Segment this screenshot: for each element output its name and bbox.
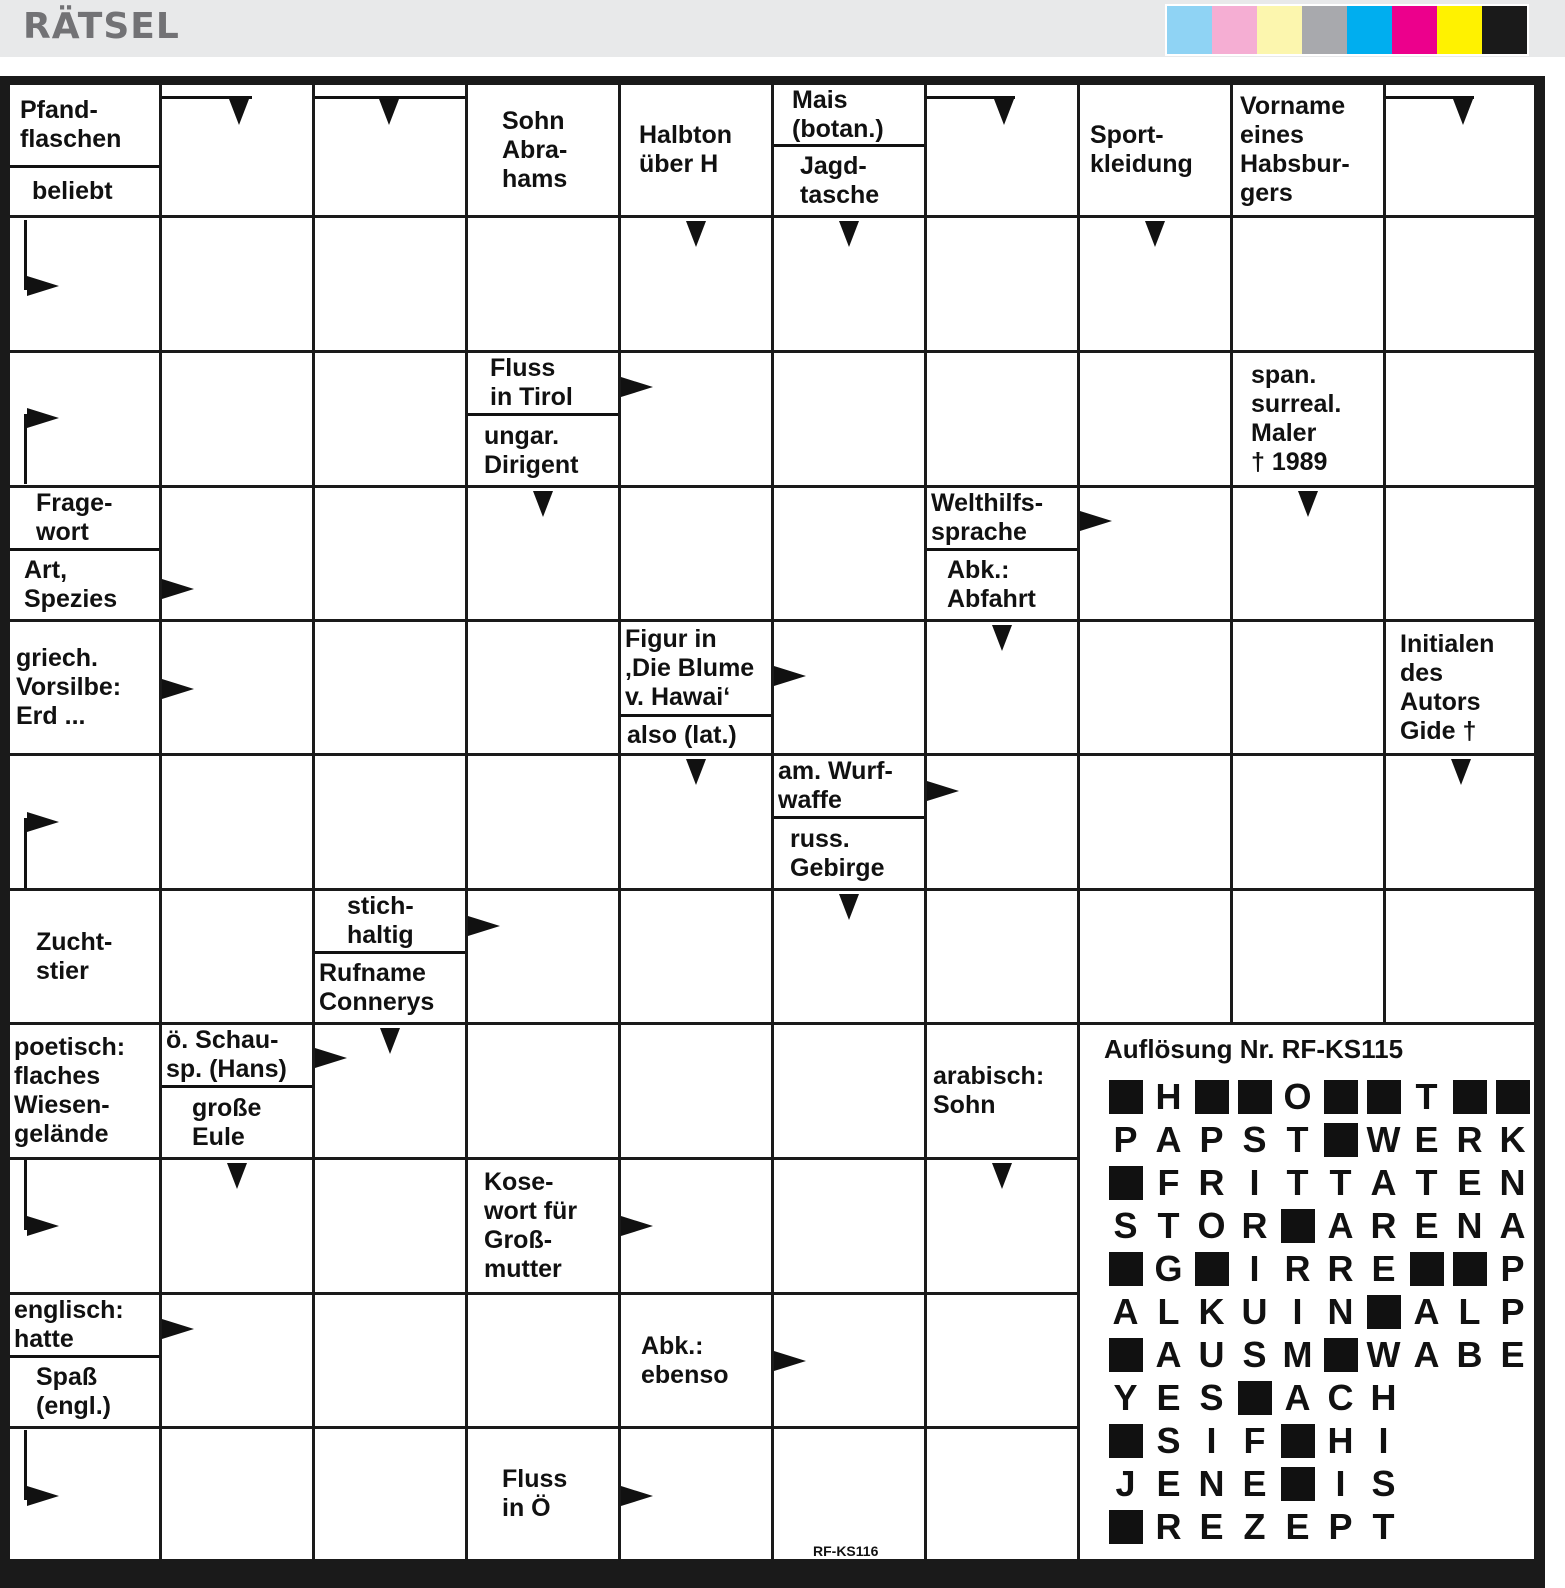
clue-text: stich- haltig xyxy=(347,892,414,949)
clue-text: Abk.: ebenso xyxy=(641,1331,729,1389)
solution-letter: R xyxy=(1155,1506,1182,1547)
clue-span-maler xyxy=(1233,353,1383,485)
grid-cell[interactable] xyxy=(468,756,618,888)
clue-text: Welthilfs- sprache xyxy=(931,489,1044,546)
clue-text: am. Wurf- waffe xyxy=(778,757,893,814)
solution-letter: E xyxy=(1414,1205,1439,1246)
solution-letter: P xyxy=(1113,1119,1138,1160)
clue-text: Sohn Abra- hams xyxy=(502,106,568,193)
solution-black-square xyxy=(1319,1077,1362,1117)
grid-cell[interactable] xyxy=(1233,891,1383,1022)
clue-text: Frage- wort xyxy=(36,489,113,546)
clue-stichhaltig xyxy=(315,891,465,951)
arrow-right-icon xyxy=(162,1319,194,1339)
solution-row xyxy=(1104,1292,1534,1332)
clue-beliebt xyxy=(10,168,159,215)
solution-letter: N xyxy=(1327,1291,1354,1332)
solution-row xyxy=(1104,1120,1534,1160)
solution-letter: F xyxy=(1243,1420,1266,1461)
solution-black-square xyxy=(1233,1378,1276,1418)
solution-letter: T xyxy=(1372,1506,1395,1547)
grid-cell[interactable] xyxy=(315,756,465,888)
grid-cell[interactable] xyxy=(927,1429,1077,1559)
solution-letter: A xyxy=(1499,1205,1526,1246)
solution-letter: N xyxy=(1456,1205,1483,1246)
arrow-right-icon xyxy=(468,916,500,936)
solution-letter: L xyxy=(1458,1291,1481,1332)
grid-cell[interactable] xyxy=(468,891,618,1022)
solution-letter: Y xyxy=(1113,1377,1138,1418)
grid-cell[interactable] xyxy=(315,1160,465,1292)
clue-text: Mais (botan.) xyxy=(792,85,884,143)
grid-cell[interactable] xyxy=(927,756,1077,888)
solution-letter: R xyxy=(1241,1205,1268,1246)
solution-letter: E xyxy=(1156,1377,1181,1418)
arrow-right-icon xyxy=(927,781,959,801)
arrow-right-icon xyxy=(621,377,653,397)
solution-black-square xyxy=(1104,1421,1147,1461)
solution-letter: A xyxy=(1413,1334,1440,1375)
clue-text: Initialen des Autors Gide † xyxy=(1400,629,1495,745)
clue-griech-vorsilbe xyxy=(10,622,159,753)
grid-cell[interactable] xyxy=(1080,891,1230,1022)
solution-letter: A xyxy=(1155,1119,1182,1160)
arrow-down-icon xyxy=(992,625,1012,651)
grid-cell[interactable] xyxy=(774,1025,924,1157)
solution-letter: S xyxy=(1156,1420,1181,1461)
arrow-right-icon xyxy=(774,666,806,686)
clue-fluss-tirol xyxy=(468,353,618,413)
solution-letter: E xyxy=(1242,1463,1267,1504)
clue-figur-blume xyxy=(621,622,771,714)
solution-letter: I xyxy=(1335,1463,1346,1504)
grid-cell[interactable] xyxy=(315,1429,465,1559)
arrow-down-icon xyxy=(994,99,1014,125)
clue-also-lat xyxy=(621,717,771,753)
arrow-down-icon xyxy=(379,99,399,125)
solution-letter: R xyxy=(1456,1119,1483,1160)
clue-text: ungar. Dirigent xyxy=(484,421,579,479)
clue-fluss-oe xyxy=(468,1429,618,1559)
grid-cell[interactable] xyxy=(774,1429,924,1559)
solution-black-square xyxy=(1104,1163,1147,1203)
solution-letter: A xyxy=(1413,1291,1440,1332)
solution-black-square xyxy=(1190,1077,1233,1117)
grid-cell[interactable] xyxy=(315,622,465,753)
grid-cell[interactable] xyxy=(468,622,618,753)
grid-cell[interactable] xyxy=(927,1295,1077,1426)
arrow-right-icon xyxy=(27,1486,59,1506)
solution-black-square xyxy=(1104,1249,1147,1289)
clue-text: Fluss in Ö xyxy=(502,1465,568,1522)
grid-cell[interactable] xyxy=(774,1160,924,1292)
clue-am-wurfwaffe xyxy=(774,756,924,816)
clue-spass-engl xyxy=(10,1358,159,1426)
clue-oe-schausp xyxy=(162,1025,312,1085)
solution-letter: U xyxy=(1241,1291,1268,1332)
grid-cell[interactable] xyxy=(621,488,771,619)
grid-cell[interactable] xyxy=(1233,622,1383,753)
grid-cell[interactable] xyxy=(162,218,312,350)
clue-text: Kose- wort für Groß- mutter xyxy=(484,1168,578,1283)
solution-letter: A xyxy=(1284,1377,1311,1418)
clue-text: russ. Gebirge xyxy=(790,824,885,882)
clue-abk-ebenso xyxy=(621,1295,771,1426)
clue-text: Abk.: Abfahrt xyxy=(947,556,1036,613)
clue-jagdtasche xyxy=(774,147,924,215)
solution-black-square xyxy=(1491,1077,1534,1117)
grid-cell[interactable] xyxy=(774,353,924,485)
grid-cell[interactable] xyxy=(774,488,924,619)
clue-text: Sport- kleidung xyxy=(1090,121,1193,178)
solution-letter: E xyxy=(1414,1119,1439,1160)
arrow-down-icon xyxy=(1145,221,1165,247)
solution-row xyxy=(1104,1163,1534,1203)
solution-row xyxy=(1104,1421,1405,1461)
solution-row xyxy=(1104,1464,1405,1504)
solution-black-square xyxy=(1104,1507,1147,1547)
arrow-down-icon xyxy=(533,491,553,517)
grid-cell[interactable] xyxy=(927,218,1077,350)
arrow-right-icon xyxy=(27,276,59,296)
grid-cell[interactable] xyxy=(1386,891,1534,1022)
clue-text: Pfand- flaschen xyxy=(20,96,122,153)
clue-pfandflaschen xyxy=(10,85,159,165)
clue-arabisch-sohn xyxy=(927,1025,1077,1157)
clue-grosse-eule xyxy=(162,1088,312,1157)
clue-text: beliebt xyxy=(32,177,113,205)
arrow-right-icon xyxy=(621,1486,653,1506)
arrow-down-icon xyxy=(1451,759,1471,785)
solution-black-square xyxy=(1276,1464,1319,1504)
arrow-down-icon xyxy=(1453,99,1473,125)
solution-letter: R xyxy=(1327,1248,1354,1289)
solution-letter: A xyxy=(1370,1162,1397,1203)
arrow-down-icon xyxy=(227,1163,247,1189)
arrow-down-icon xyxy=(839,894,859,920)
arrow-right-icon xyxy=(162,579,194,599)
solution-letter: N xyxy=(1499,1162,1526,1203)
solution-letter: S xyxy=(1242,1334,1267,1375)
solution-letter: T xyxy=(1286,1162,1309,1203)
clue-text: Rufname Connerys xyxy=(319,959,435,1016)
solution-row xyxy=(1104,1077,1534,1117)
solution-letter: E xyxy=(1199,1506,1224,1547)
puzzle-code: RF-KS116 xyxy=(813,1543,879,1559)
solution-letter: P xyxy=(1500,1291,1525,1332)
clue-text: englisch: hatte xyxy=(14,1296,124,1353)
grid-cell[interactable] xyxy=(1080,756,1230,888)
solution-black-square xyxy=(1319,1335,1362,1375)
solution-black-square xyxy=(1276,1421,1319,1461)
solution-letter: I xyxy=(1249,1248,1260,1289)
grid-cell[interactable] xyxy=(621,353,771,485)
page-title: RÄTSEL xyxy=(23,6,180,47)
clue-vorname xyxy=(1233,85,1383,215)
grid-cell[interactable] xyxy=(1233,756,1383,888)
clue-text: Fluss in Tirol xyxy=(490,354,573,411)
solution-letter: T xyxy=(1157,1205,1180,1246)
solution-letter: A xyxy=(1112,1291,1139,1332)
solution-letter: I xyxy=(1206,1420,1217,1461)
solution-letter: H xyxy=(1327,1420,1354,1461)
solution-row xyxy=(1104,1249,1534,1289)
solution-letter: T xyxy=(1329,1162,1352,1203)
grid-cell[interactable] xyxy=(927,891,1077,1022)
clue-text: arabisch: Sohn xyxy=(933,1062,1045,1119)
clue-text: Vorname eines Habsbur- gers xyxy=(1240,92,1350,207)
solution-black-square xyxy=(1319,1120,1362,1160)
arrow-right-icon xyxy=(315,1048,347,1068)
grid-cell[interactable] xyxy=(1386,218,1534,350)
solution-letter: A xyxy=(1327,1205,1354,1246)
grid-cell[interactable] xyxy=(162,1295,312,1426)
arrow-down-icon xyxy=(1298,491,1318,517)
grid-cell[interactable] xyxy=(1080,488,1230,619)
solution-letter: N xyxy=(1198,1463,1225,1504)
arrow-right-icon xyxy=(27,408,59,428)
clue-rufname-connerys xyxy=(315,954,465,1022)
solution-letter: G xyxy=(1154,1248,1183,1289)
solution-letter: U xyxy=(1198,1334,1225,1375)
grid-cell[interactable] xyxy=(162,488,312,619)
arrow-right-icon xyxy=(27,812,59,832)
solution-row xyxy=(1104,1335,1534,1375)
solution-letter: E xyxy=(1457,1162,1482,1203)
solution-black-square xyxy=(1405,1249,1448,1289)
arrow-right-icon xyxy=(621,1216,653,1236)
solution-black-square xyxy=(1362,1292,1405,1332)
solution-row xyxy=(1104,1206,1534,1246)
grid-cell[interactable] xyxy=(315,488,465,619)
solution-letter: E xyxy=(1500,1334,1525,1375)
solution-black-square xyxy=(1233,1077,1276,1117)
solution-letter: K xyxy=(1198,1291,1225,1332)
clue-text: span. surreal. Maler † 1989 xyxy=(1251,361,1342,476)
solution-letter: T xyxy=(1286,1119,1309,1160)
grid-cell[interactable] xyxy=(315,218,465,350)
solution-letter: P xyxy=(1328,1506,1353,1547)
solution-letter: S xyxy=(1113,1205,1138,1246)
solution-letter: R xyxy=(1370,1205,1397,1246)
solution-black-square xyxy=(1104,1077,1147,1117)
clue-text: Spaß (engl.) xyxy=(36,1363,111,1420)
clue-text: Art, Spezies xyxy=(24,556,118,613)
grid-cell[interactable] xyxy=(1080,353,1230,485)
clue-ungar-dirigent xyxy=(468,416,618,485)
solution-letter: W xyxy=(1366,1119,1401,1160)
clue-sohn-abrahams xyxy=(468,85,618,215)
solution-letter: J xyxy=(1115,1463,1136,1504)
clue-poetisch-wiese xyxy=(10,1025,159,1157)
clue-kosewort xyxy=(468,1160,618,1292)
solution-letter: B xyxy=(1456,1334,1483,1375)
clue-englisch-hatte xyxy=(10,1295,159,1355)
grid-cell[interactable] xyxy=(927,353,1077,485)
solution-black-square xyxy=(1448,1077,1491,1117)
grid-cell[interactable] xyxy=(621,1025,771,1157)
grid-cell[interactable] xyxy=(162,1429,312,1559)
solution-letter: A xyxy=(1155,1334,1182,1375)
solution-letter: R xyxy=(1198,1162,1225,1203)
clue-initialen-gide xyxy=(1386,622,1534,753)
solution-letter: I xyxy=(1292,1291,1303,1332)
solution-black-square xyxy=(1190,1249,1233,1289)
solution-row xyxy=(1104,1378,1405,1418)
solution-letter: E xyxy=(1156,1463,1181,1504)
clue-text: ö. Schau- sp. (Hans) xyxy=(166,1026,287,1083)
clue-text: große Eule xyxy=(192,1093,262,1151)
clue-zuchtstier xyxy=(10,891,159,1022)
solution-letter: S xyxy=(1371,1463,1396,1504)
solution-row xyxy=(1104,1507,1405,1547)
solution-letter: L xyxy=(1157,1291,1180,1332)
clue-text: also (lat.) xyxy=(627,720,737,749)
clue-text: Zucht- stier xyxy=(36,927,113,985)
grid-cell[interactable] xyxy=(162,353,312,485)
clue-text: Halbton über H xyxy=(639,121,733,178)
grid-cell[interactable] xyxy=(1080,622,1230,753)
clue-fragewort xyxy=(10,488,159,548)
grid-cell[interactable] xyxy=(468,1025,618,1157)
clue-russ-gebirge xyxy=(774,819,924,888)
arrow-down-icon xyxy=(686,221,706,247)
clue-halbton xyxy=(621,85,771,215)
clue-welthilfssprache xyxy=(927,488,1077,548)
solution-letter: O xyxy=(1197,1205,1226,1246)
grid-cell[interactable] xyxy=(1386,488,1534,619)
solution-letter: I xyxy=(1378,1420,1389,1461)
solution-letter: Z xyxy=(1243,1506,1266,1547)
grid-cell[interactable] xyxy=(162,756,312,888)
arrow-right-icon xyxy=(774,1351,806,1371)
clue-abk-abfahrt xyxy=(927,551,1077,619)
solution-title: Auflösung Nr. RF-KS115 xyxy=(1104,1034,1404,1064)
solution-letter: W xyxy=(1366,1334,1401,1375)
clue-art-spezies xyxy=(10,551,159,619)
clue-sportkleidung xyxy=(1080,85,1230,215)
grid-cell[interactable] xyxy=(468,1295,618,1426)
solution-letter: R xyxy=(1284,1248,1311,1289)
solution-letter: F xyxy=(1157,1162,1180,1203)
clue-text: poetisch: flaches Wiesen- gelände xyxy=(14,1033,126,1148)
solution-letter: H xyxy=(1155,1076,1182,1117)
solution-black-square xyxy=(1276,1206,1319,1246)
grid-cell[interactable] xyxy=(468,218,618,350)
solution-letter: S xyxy=(1199,1377,1224,1418)
grid-cell[interactable] xyxy=(315,1295,465,1426)
solution-black-square xyxy=(1448,1249,1491,1289)
grid-cell[interactable] xyxy=(1386,353,1534,485)
arrow-down-icon xyxy=(839,221,859,247)
solution-letter: E xyxy=(1371,1248,1396,1289)
solution-letter: O xyxy=(1283,1076,1312,1117)
clue-mais xyxy=(774,85,924,144)
solution-letter: P xyxy=(1500,1248,1525,1289)
clue-text: Figur in ‚Die Blume v. Hawai‘ xyxy=(625,624,755,711)
arrow-down-icon xyxy=(380,1028,400,1054)
solution-letter: T xyxy=(1415,1162,1438,1203)
clue-text: Jagd- tasche xyxy=(800,152,880,209)
solution-letter: T xyxy=(1415,1076,1438,1117)
solution-letter: C xyxy=(1327,1377,1354,1418)
solution-letter: M xyxy=(1282,1334,1313,1375)
arrow-down-icon xyxy=(992,1163,1012,1189)
solution-letter: I xyxy=(1249,1162,1260,1203)
grid-cell[interactable] xyxy=(162,891,312,1022)
solution-letter: S xyxy=(1242,1119,1267,1160)
arrow-right-icon xyxy=(162,679,194,699)
grid-cell[interactable] xyxy=(774,622,924,753)
arrow-right-icon xyxy=(1080,511,1112,531)
grid-cell[interactable] xyxy=(1233,218,1383,350)
clue-text: griech. Vorsilbe: Erd ... xyxy=(16,644,122,730)
solution-letter: K xyxy=(1499,1119,1526,1160)
grid-cell[interactable] xyxy=(315,353,465,485)
solution-black-square xyxy=(1104,1335,1147,1375)
solution-letter: E xyxy=(1285,1506,1310,1547)
arrow-down-icon xyxy=(686,759,706,785)
solution-letter: H xyxy=(1370,1377,1397,1418)
arrow-down-icon xyxy=(229,99,249,125)
solution-black-square xyxy=(1362,1077,1405,1117)
grid-cell[interactable] xyxy=(621,891,771,1022)
arrow-right-icon xyxy=(27,1216,59,1236)
solution-letter: P xyxy=(1199,1119,1224,1160)
